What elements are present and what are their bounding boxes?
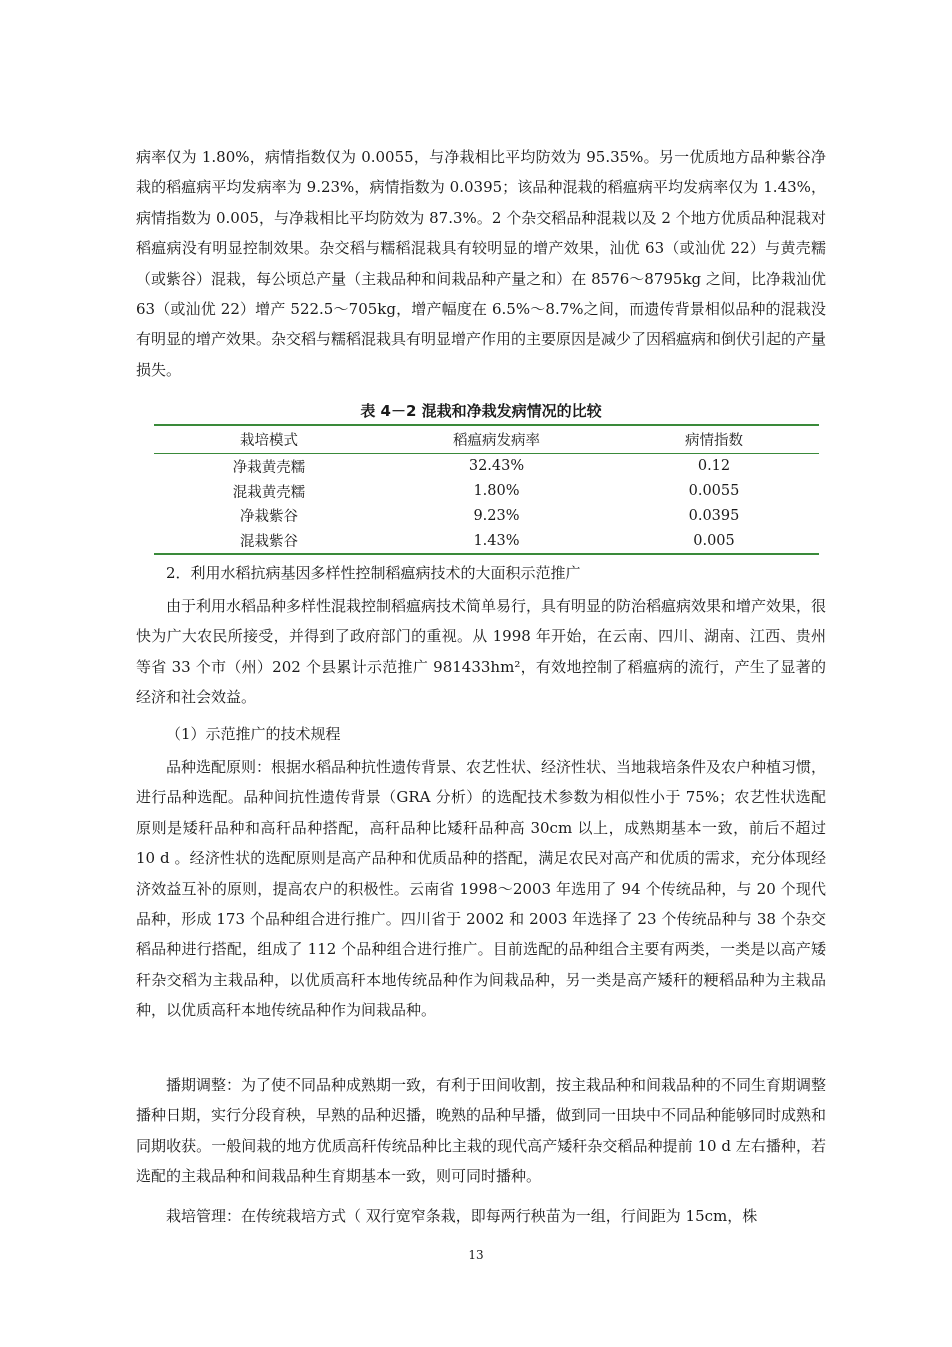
table-header-cell: 稻瘟病发病率	[384, 425, 609, 454]
table-cell: 1.80%	[473, 483, 520, 500]
section-heading-2: 2．利用水稻抗病基因多样性控制稻瘟病技术的大面积示范推广	[166, 564, 581, 582]
section-heading-3: （1）示范推广的技术规程	[166, 725, 341, 743]
table-row	[154, 528, 819, 554]
table-cell: 0.005	[693, 532, 735, 549]
table-cell: 0.0395	[688, 507, 740, 524]
body-paragraph-4: 播期调整：为了使不同品种成熟期一致，有利于田间收割，按主栽品种和间栽品种的不同生育期调整播种日期，实行分段育秧，早熟的品种迟播，晚熟的品种早播，做到同一田块中不同品种能够同时成熟和同期收获。一般间栽的地方优质高秆传统品种比主栽的现代高产矮秆杂交稻品种提前 10 d 左右播种，若选配的主栽品种和间栽品种生育期基本一致，则可同时播种。	[136, 1076, 827, 1186]
table-cell: 混栽紫谷	[240, 534, 298, 551]
table-row	[154, 479, 819, 504]
page-number: 13	[468, 1248, 484, 1262]
table-row	[154, 454, 819, 479]
body-paragraph-3: 品种选配原则：根据水稻品种抗性遗传背景、农艺性状、经济性状、当地栽培条件及农户种植习惯，进行品种选配。品种间抗性遗传背景（GRA 分析）的选配技术参数为相似性小于 75%；农艺性状选配原则是矮秆品种和高秆品种搭配，高秆品种比矮秆品种高 30cm 以上，成熟期基本一致，前后不超过 10 d 。经济性状的选配原则是高产品种和优质品种的搭配，满足农民对高产和优质的需求，充分体现经济效益互补的原则，提高农户的积极性。云南省 1998～2003 年选用了 94 个传统品种，与 20 个现代品种，形成 173 个品种组合进行推广。四川省于 2002 和 2003 年选择了 23 个传统品种与 38 个杂交稻品种进行搭配，组成了 112 个品种组合进行推广。目前选配的品种组合主要有两类，一类是以高产矮秆杂交稻为主栽品种，以优质高秆本地传统品种作为间栽品种，另一类是高产矮秆的粳稻品种为主栽品种，以优质高秆本地传统品种作为间栽品种。	[136, 758, 827, 1020]
body-paragraph-5: 栽培管理：在传统栽培方式（ 双行宽窄条栽，即每两行秧苗为一组，行间距为 15cm，株	[166, 1207, 758, 1225]
table-header-cell: 病情指数	[609, 425, 819, 454]
table-header-row	[154, 425, 819, 454]
table-cell: 1.43%	[473, 532, 520, 549]
body-paragraph-1: 病率仅为 1.80%，病情指数仅为 0.0055，与净栽相比平均防效为 95.35%。另一优质地方品种紫谷净栽的稻瘟病平均发病率为 9.23%，病情指数为 0.0395；该品种混栽的稻瘟病平均发病率仅为 1.43%，病情指数为 0.005，与净栽相比平均防效为 87.3%。2 个杂交稻品种混栽以及 2 个地方优质品种混栽对稻瘟病没有明显控制效果。杂交稻与糯稻混栽具有较明显的增产效果，汕优 63（或汕优 22）与黄壳糯（或紫谷）混栽，每公顷总产量（主栽品种和间栽品种产量之和）在 8576～8795kg 之间，比净栽汕优 63（或汕优 22）增产 522.5～705kg，增产幅度在 6.5%～8.7%之间，而遗传背景相似品种的混栽没有明显的增产效果。杂交稻与糯稻混栽具有明显增产作用的主要原因是减少了因稻瘟病和倒伏引起的产量损失。	[136, 148, 827, 379]
table-cell: 混栽黄壳糯	[232, 484, 306, 501]
table-header-cell: 栽培模式	[154, 425, 384, 454]
table-row	[154, 504, 819, 529]
table-cell: 净栽紫谷	[240, 509, 298, 526]
table-caption: 表 4－2 混栽和净栽发病情况的比较	[360, 402, 602, 420]
body-paragraph-2: 由于利用水稻品种多样性混栽控制稻瘟病技术简单易行，具有明显的防治稻瘟病效果和增产效果，很快为广大农民所接受，并得到了政府部门的重视。从 1998 年开始，在云南、四川、湖南、江西、贵州等省 33 个市（州）202 个县累计示范推广 981433hm²，有效地控制了稻瘟病的流行，产生了显著的经济和社会效益。	[136, 597, 827, 707]
table-cell: 净栽黄壳糯	[232, 459, 306, 476]
table-cell: 0.0055	[688, 483, 740, 500]
comparison-table	[154, 424, 819, 555]
table-cell: 9.23%	[473, 507, 520, 524]
table-cell: 32.43%	[468, 458, 525, 475]
table-cell: 0.12	[697, 458, 731, 475]
